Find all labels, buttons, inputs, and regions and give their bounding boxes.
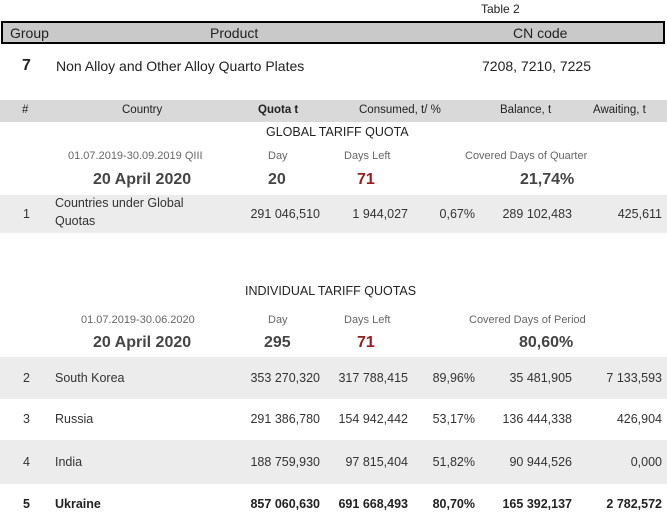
- col-quota: Quota t: [258, 104, 299, 116]
- row-quota: 291 386,780: [250, 412, 320, 426]
- row-balance: 165 392,137: [502, 497, 572, 511]
- global-day-label: Day: [268, 150, 288, 162]
- row-num: 3: [23, 412, 30, 426]
- individual-days-left-value: 71: [357, 334, 375, 351]
- row-pct: 89,96%: [432, 371, 475, 385]
- header-product: Product: [210, 25, 259, 41]
- row-num: 1: [23, 207, 30, 221]
- individual-covered-label: Covered Days of Period: [469, 314, 586, 326]
- row-pct: 80,70%: [432, 497, 475, 511]
- individual-covered-value: 80,60%: [519, 334, 574, 351]
- row-num: 4: [23, 455, 30, 469]
- row-num: 2: [23, 371, 30, 385]
- row-country: Ukraine: [55, 497, 101, 511]
- row-country: Russia: [55, 412, 94, 426]
- individual-period: 01.07.2019-30.06.2020: [81, 314, 195, 326]
- individual-day-label: Day: [268, 314, 288, 326]
- row-balance: 136 444,338: [502, 412, 572, 426]
- individual-days-left-label: Days Left: [344, 314, 391, 326]
- header-group: Group: [10, 25, 49, 41]
- row-country-cont: Quotas: [55, 214, 96, 228]
- row-awaiting: 7 133,593: [606, 371, 662, 385]
- row-balance: 35 481,905: [509, 371, 572, 385]
- product-group-number: 7: [22, 57, 31, 74]
- row-consumed: 1 944,027: [352, 207, 408, 221]
- global-period: 01.07.2019-30.09.2019 QIII: [68, 150, 203, 162]
- row-consumed: 154 942,442: [338, 412, 408, 426]
- row-consumed: 691 668,493: [338, 497, 408, 511]
- global-day-value: 20: [268, 171, 286, 188]
- global-days-left-label: Days Left: [344, 150, 391, 162]
- global-days-left-value: 71: [357, 171, 375, 188]
- row-balance: 90 944,526: [509, 455, 572, 469]
- row-balance: 289 102,483: [502, 207, 572, 221]
- row-awaiting: 426,904: [616, 412, 662, 426]
- column-header-bar: [0, 100, 667, 122]
- global-section-title: GLOBAL TARIFF QUOTA: [266, 125, 409, 139]
- col-num: #: [22, 104, 29, 116]
- row-consumed: 97 815,404: [345, 455, 408, 469]
- individual-date: 20 April 2020: [93, 334, 192, 351]
- product-cn-codes: 7208, 7210, 7225: [482, 58, 591, 74]
- row-country: South Korea: [55, 371, 125, 385]
- individual-section-title: INDIVIDUAL TARIFF QUOTAS: [245, 284, 417, 298]
- row-quota: 353 270,320: [250, 371, 320, 385]
- row-consumed: 317 788,415: [338, 371, 408, 385]
- row-quota: 291 046,510: [250, 207, 320, 221]
- col-country: Country: [122, 104, 163, 116]
- row-awaiting: 425,611: [617, 207, 662, 221]
- row-country: India: [55, 455, 83, 469]
- row-quota: 857 060,630: [250, 497, 320, 511]
- row-pct: 51,82%: [432, 455, 475, 469]
- row-pct: 0,67%: [439, 207, 475, 221]
- row-awaiting: 2 782,572: [606, 497, 662, 511]
- table-header-bar: [1, 21, 665, 44]
- product-name: Non Alloy and Other Alloy Quarto Plates: [56, 58, 305, 74]
- global-date: 20 April 2020: [93, 171, 192, 188]
- global-covered-value: 21,74%: [520, 171, 575, 188]
- table-label: Table 2: [481, 2, 520, 16]
- col-consumed: Consumed, t/ %: [359, 104, 441, 116]
- global-covered-label: Covered Days of Quarter: [465, 150, 588, 162]
- header-cn-code: CN code: [513, 25, 568, 41]
- col-awaiting: Awaiting, t: [593, 104, 646, 116]
- individual-day-value: 295: [264, 334, 291, 351]
- col-balance: Balance, t: [500, 104, 552, 116]
- row-country: Countries under Global: [55, 196, 184, 210]
- row-pct: 53,17%: [432, 412, 475, 426]
- row-awaiting: 0,000: [630, 455, 662, 469]
- row-num: 5: [23, 497, 30, 511]
- row-quota: 188 759,930: [250, 455, 320, 469]
